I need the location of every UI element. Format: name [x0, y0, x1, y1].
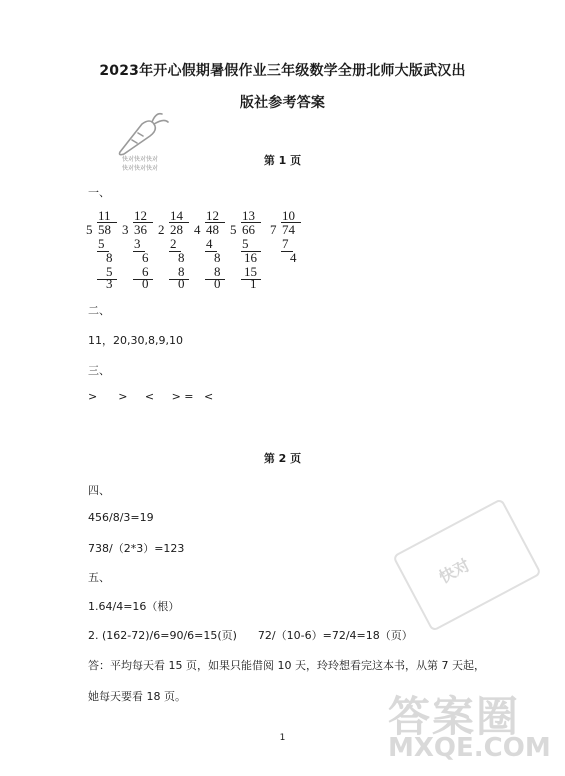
remainder: 8 [178, 250, 185, 265]
subtrahend: 8 [214, 264, 221, 279]
remainder: 3 [106, 276, 113, 291]
subtrahend: 5 [242, 236, 249, 251]
subtrahend: 6 [142, 264, 149, 279]
answer-sentence: 答：平均每天看 15 页，如果只能借阅 10 天，玲玲想看完这本书，从第 7 天起， [88, 659, 485, 672]
divisor: 5 [230, 222, 237, 237]
divisor: 4 [194, 222, 201, 237]
quotient: 11 [98, 208, 111, 223]
carrot-icon [112, 110, 172, 158]
page1-heading: 第 1 页 [263, 154, 302, 167]
section-five-label: 五、 [88, 571, 110, 584]
remainder: 1 [250, 276, 257, 291]
subtrahend: 8 [178, 264, 185, 279]
remainder: 0 [178, 276, 185, 291]
section-two-label: 二、 [88, 304, 110, 317]
dividend: 48 [206, 222, 219, 237]
answer-line: 456/8/3=19 [88, 511, 154, 524]
remainder: 4 [290, 250, 297, 265]
watermark-stamp [392, 498, 542, 632]
dividend: 28 [170, 222, 183, 237]
remainder: 0 [214, 276, 221, 291]
quotient: 13 [242, 208, 255, 223]
subtrahend: 15 [244, 264, 257, 279]
remainder: 8 [214, 250, 221, 265]
divisor: 5 [86, 222, 93, 237]
watermark-url: MXQE.COM [388, 733, 551, 763]
divisor: 3 [122, 222, 129, 237]
quotient: 10 [282, 208, 295, 223]
logo-caption-2: 快对快对快对 [122, 165, 159, 172]
remainder: 6 [142, 250, 149, 265]
watermark-stamp-text: 快对 [435, 555, 474, 588]
section-three-answer: > > < > = < [88, 390, 214, 403]
document-title-line2: 版社参考答案 [239, 95, 326, 111]
divisor: 7 [270, 222, 277, 237]
quotient: 12 [134, 208, 147, 223]
section-three-label: 三、 [88, 364, 110, 377]
section-four-label: 四、 [88, 484, 110, 497]
document-title-line1: 2023年开心假期暑假作业三年级数学全册北师大版武汉出 [99, 63, 466, 79]
remainder: 16 [244, 250, 257, 265]
page-number: 1 [279, 733, 286, 743]
section-two-answer: 11，20,30,8,9,10 [88, 334, 183, 347]
answer-line: 738/（2*3）=123 [88, 542, 185, 555]
dividend: 74 [282, 222, 295, 237]
remainder: 0 [142, 276, 149, 291]
dividend: 58 [98, 222, 111, 237]
quotient: 14 [170, 208, 183, 223]
logo-caption-1: 快对快对快对 [122, 156, 159, 163]
answer-line: 2. (162-72)/6=90/6=15(页) 72/（10-6）=72/4=18（页） [88, 629, 413, 642]
subtrahend: 5 [106, 264, 113, 279]
subtrahend: 5 [98, 236, 105, 251]
subtrahend: 2 [170, 236, 177, 251]
subtrahend: 3 [134, 236, 141, 251]
dividend: 66 [242, 222, 255, 237]
remainder: 8 [106, 250, 113, 265]
watermark-logo: 答案圈 [388, 692, 521, 741]
answer-sentence: 她每天要看 18 页。 [88, 690, 186, 703]
dividend: 36 [134, 222, 147, 237]
long-division-area [86, 208, 316, 290]
subtrahend: 4 [206, 236, 213, 251]
divisor: 2 [158, 222, 165, 237]
answer-line: 1.64/4=16（根） [88, 600, 180, 613]
subtrahend: 7 [282, 236, 289, 251]
section-one-label: 一、 [88, 186, 110, 199]
quotient: 12 [206, 208, 219, 223]
page2-heading: 第 2 页 [263, 452, 302, 465]
